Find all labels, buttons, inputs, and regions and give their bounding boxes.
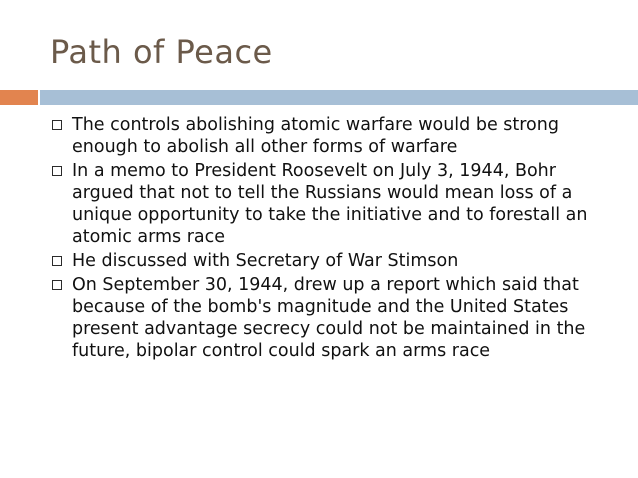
- square-outline-icon: [52, 256, 62, 266]
- bullet-item: [50, 250, 610, 272]
- bullet-item: [50, 114, 610, 158]
- bullet-item: [50, 274, 610, 362]
- bullet-text: On September 30, 1944, drew up a report which said that because of the bomb's magnitude and the United States present advantage secrecy could not be maintained in the future, bipolar control could spark an arms race: [72, 275, 586, 361]
- bullet-text: He discussed with Secretary of War Stimson: [72, 251, 459, 271]
- bullet-text: In a memo to President Roosevelt on July 3, 1944, Bohr argued that not to tell the Russians would mean loss of a unique opportunity to take the initiative and to forestall an atomic arms race: [72, 161, 588, 247]
- title-divider-bar: [40, 90, 638, 105]
- bullet-item: [50, 160, 610, 248]
- bullet-text: The controls abolishing atomic warfare would be strong enough to abolish all other forms of warfare: [72, 115, 559, 157]
- square-outline-icon: [52, 166, 62, 176]
- title-accent-bar: [0, 90, 38, 105]
- slide-title: Path of Peace: [50, 33, 273, 71]
- bullet-list: [50, 114, 610, 364]
- square-outline-icon: [52, 120, 62, 130]
- square-outline-icon: [52, 280, 62, 290]
